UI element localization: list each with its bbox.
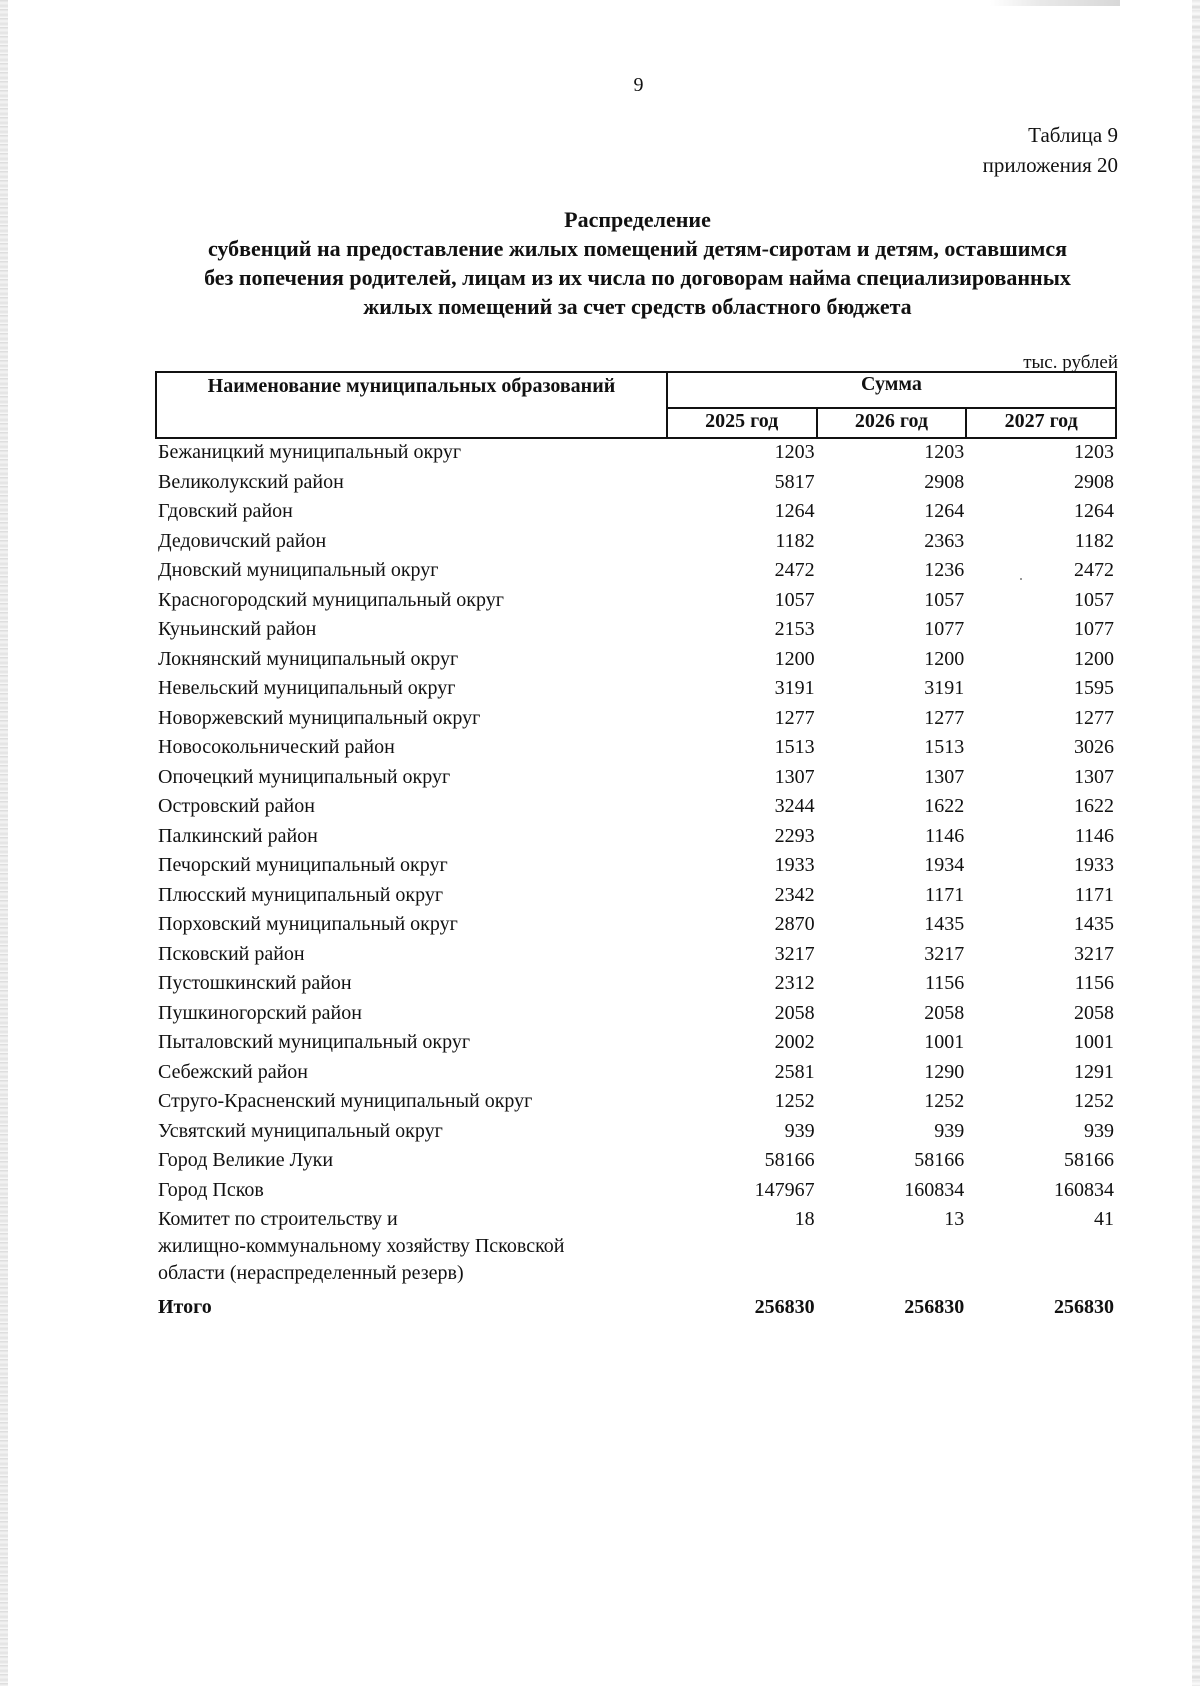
value-2025: 1933	[774, 854, 815, 876]
value-2025: 3217	[774, 942, 815, 965]
scan-edge-right	[1192, 0, 1200, 1686]
table-row	[156, 616, 1116, 646]
value-2026: 1252	[924, 1090, 965, 1112]
total-value-2026: 256830	[904, 1296, 965, 1318]
table-row	[156, 528, 1116, 558]
municipality-name: Плюсский муниципальный округ	[158, 883, 444, 906]
value-2025: 2870	[774, 913, 815, 935]
value-2026: 939	[934, 1119, 965, 1142]
value-2026: 1513	[924, 736, 965, 758]
table-row	[156, 498, 1116, 528]
municipality-name: Куньинский район	[158, 618, 317, 640]
value-2027: 1291	[1074, 1060, 1114, 1083]
value-2026: 1077	[924, 618, 965, 640]
value-2027: 1264	[1074, 500, 1114, 522]
value-2027: 1435	[1074, 913, 1114, 935]
value-2027: 58166	[1064, 1149, 1114, 1171]
municipality-name: Пустошкинский район	[158, 972, 352, 994]
value-2026: 1057	[924, 588, 965, 611]
value-2025: 1264	[774, 500, 815, 522]
table-row	[156, 1000, 1116, 1030]
value-2026: 1934	[924, 854, 965, 876]
reserve-row	[156, 1206, 1116, 1294]
value-2027: 1182	[1074, 529, 1114, 552]
value-2026: 1236	[924, 559, 965, 581]
value-2026: 1264	[924, 500, 965, 522]
municipality-name: Красногородский муниципальный округ	[158, 588, 504, 611]
table-header	[156, 372, 1116, 438]
value-2027: 1057	[1074, 588, 1114, 611]
table-body	[156, 438, 1116, 1324]
table-row	[156, 1147, 1116, 1177]
table-row	[156, 1059, 1116, 1089]
municipality-name: Пушкиногорский район	[158, 1001, 362, 1024]
value-2025: 58166	[764, 1149, 815, 1171]
value-2025: 3191	[774, 677, 815, 699]
table-row	[156, 911, 1116, 941]
table-row	[156, 852, 1116, 882]
column-header-2026: 2026 год	[817, 408, 967, 438]
table-row	[156, 734, 1116, 764]
table-row	[156, 1177, 1116, 1207]
municipality-name: Усвятский муниципальный округ	[158, 1119, 443, 1142]
value-2027: 2058	[1074, 1001, 1114, 1024]
value-2027: 3217	[1074, 942, 1114, 965]
municipality-name: Локнянский муниципальный округ	[158, 647, 459, 670]
value-2026: 160834	[904, 1178, 965, 1201]
value-2027: 1001	[1074, 1031, 1114, 1053]
total-row	[156, 1294, 1116, 1324]
value-2025: 1203	[774, 441, 815, 463]
value-2026: 3191	[924, 677, 965, 699]
table-row	[156, 675, 1116, 705]
value-2027: 2472	[1074, 559, 1114, 581]
reserve-value-2026: 13	[944, 1208, 965, 1230]
value-2026: 1277	[924, 706, 965, 729]
value-2026: 1307	[924, 765, 965, 788]
table-row	[156, 1029, 1116, 1059]
document-title	[155, 205, 1120, 321]
municipality-name: Пыталовский муниципальный округ	[158, 1031, 471, 1053]
title-line-1: Распределение	[564, 207, 711, 232]
value-2027: 1200	[1074, 647, 1114, 670]
scan-corner-artifact	[990, 0, 1120, 6]
total-value-2025: 256830	[754, 1296, 815, 1318]
value-2027: 3026	[1074, 736, 1114, 758]
value-2027: 1933	[1074, 854, 1114, 876]
value-2027: 2908	[1074, 470, 1114, 493]
value-2026: 1290	[924, 1060, 965, 1083]
reserve-name	[156, 1206, 667, 1294]
value-2025: 2472	[774, 559, 815, 581]
value-2027: 1307	[1074, 765, 1114, 788]
value-2026: 1622	[924, 795, 965, 817]
total-label: Итого	[158, 1296, 212, 1318]
value-2025: 147967	[754, 1178, 815, 1201]
value-2027: 1146	[1074, 824, 1114, 847]
value-2025: 5817	[774, 470, 815, 493]
municipality-name: Дедовичский район	[158, 529, 327, 552]
value-2027: 1203	[1074, 441, 1114, 463]
municipality-name: Новосокольнический район	[158, 736, 395, 758]
title-line-3: без попечения родителей, лицам из их числа по договорам найма специализированных	[204, 265, 1071, 290]
value-2025: 3244	[774, 795, 815, 817]
municipality-name: Опочецкий муниципальный округ	[158, 765, 451, 788]
value-2026: 1171	[925, 883, 965, 906]
table-row	[156, 646, 1116, 676]
municipality-name: Невельский муниципальный округ	[158, 677, 456, 699]
table-row	[156, 557, 1116, 587]
reserve-value-2027: 41	[1094, 1208, 1114, 1230]
table-row	[156, 941, 1116, 971]
municipality-name: Струго-Красненский муниципальный округ	[158, 1090, 533, 1112]
value-2025: 2153	[774, 618, 815, 640]
value-2027: 1622	[1074, 795, 1114, 817]
reserve-name-line-2: жилищно-коммунальному хозяйству Псковской	[158, 1235, 565, 1257]
value-2027: 939	[1084, 1119, 1114, 1142]
value-2027: 1277	[1074, 706, 1114, 729]
municipality-name: Палкинский район	[158, 824, 318, 847]
municipality-name: Город Великие Луки	[158, 1149, 334, 1171]
value-2025: 939	[784, 1119, 815, 1142]
reserve-name-line-1: Комитет по строительству и	[158, 1208, 398, 1230]
value-2025: 2293	[774, 824, 815, 847]
municipality-name: Порховский муниципальный округ	[158, 913, 458, 935]
value-2026: 58166	[914, 1149, 965, 1171]
value-2025: 1277	[774, 706, 815, 729]
appendix-number: приложения 20	[982, 153, 1118, 177]
table-row	[156, 970, 1116, 1000]
title-line-2: субвенций на предоставление жилых помещений детям-сиротам и детям, оставшимся	[207, 236, 1068, 261]
value-2027: 1252	[1074, 1090, 1114, 1112]
title-line-4: жилых помещений за счет средств областного бюджета	[363, 294, 912, 319]
table-row	[156, 705, 1116, 735]
value-2027: 1595	[1074, 677, 1114, 699]
value-2025: 2342	[774, 883, 815, 906]
total-value-2027: 256830	[1054, 1296, 1114, 1318]
value-2025: 1182	[775, 529, 815, 552]
municipality-name: Островский район	[158, 795, 315, 817]
table-row	[156, 764, 1116, 794]
table-row	[156, 1118, 1116, 1148]
value-2027: 160834	[1054, 1178, 1114, 1201]
value-2026: 2058	[924, 1001, 965, 1024]
table-number: Таблица 9	[1028, 123, 1118, 147]
value-2027: 1171	[1074, 883, 1114, 906]
municipality-name: Дновский муниципальный округ	[158, 559, 439, 581]
municipality-name: Великолукский район	[158, 470, 344, 493]
table-row	[156, 823, 1116, 853]
value-2027: 1077	[1074, 618, 1114, 640]
value-2026: 1200	[924, 647, 965, 670]
value-2026: 3217	[924, 942, 965, 965]
municipality-name: Псковский район	[158, 942, 305, 965]
value-2026: 1146	[925, 824, 965, 847]
value-2025: 1057	[774, 588, 815, 611]
municipality-name: Себежский район	[158, 1060, 308, 1083]
column-header-2027: 2027 год	[966, 408, 1116, 438]
value-2026: 2363	[924, 529, 965, 552]
value-2026: 1203	[924, 441, 965, 463]
table-row	[156, 1088, 1116, 1118]
municipality-name: Печорский муниципальный округ	[158, 854, 448, 876]
column-header-2025: 2025 год	[667, 408, 817, 438]
column-header-name: Наименование муниципальных образований	[156, 372, 667, 438]
value-2026: 1435	[924, 913, 965, 935]
value-2027: 1156	[1074, 972, 1114, 994]
value-2025: 2002	[774, 1031, 815, 1053]
table-row	[156, 438, 1116, 469]
value-2025: 1252	[774, 1090, 815, 1112]
value-2025: 1513	[774, 736, 815, 758]
municipality-name: Город Псков	[158, 1178, 264, 1201]
units-label: тыс. рублей	[1023, 352, 1118, 373]
value-2025: 2312	[774, 972, 815, 994]
value-2025: 1307	[774, 765, 815, 788]
column-header-sum: Сумма	[667, 372, 1116, 408]
value-2026: 1001	[924, 1031, 965, 1053]
value-2026: 2908	[924, 470, 965, 493]
table-reference	[983, 120, 1118, 180]
value-2025: 2581	[774, 1060, 815, 1083]
page-number: 9	[633, 74, 644, 96]
municipality-name: Новоржевский муниципальный округ	[158, 706, 481, 729]
value-2026: 1156	[925, 972, 965, 994]
municipality-name: Бежаницкий муниципальный округ	[158, 441, 462, 463]
subvention-table	[155, 371, 1117, 1324]
table-row	[156, 469, 1116, 499]
value-2025: 2058	[774, 1001, 815, 1024]
reserve-name-line-3: области (нераспределенный резерв)	[158, 1262, 464, 1284]
table-row	[156, 882, 1116, 912]
municipality-name: Гдовский район	[158, 500, 293, 522]
value-2025: 1200	[774, 647, 815, 670]
table-row	[156, 793, 1116, 823]
table-row	[156, 587, 1116, 617]
reserve-value-2025: 18	[794, 1208, 815, 1230]
scan-edge-left	[0, 0, 8, 1686]
